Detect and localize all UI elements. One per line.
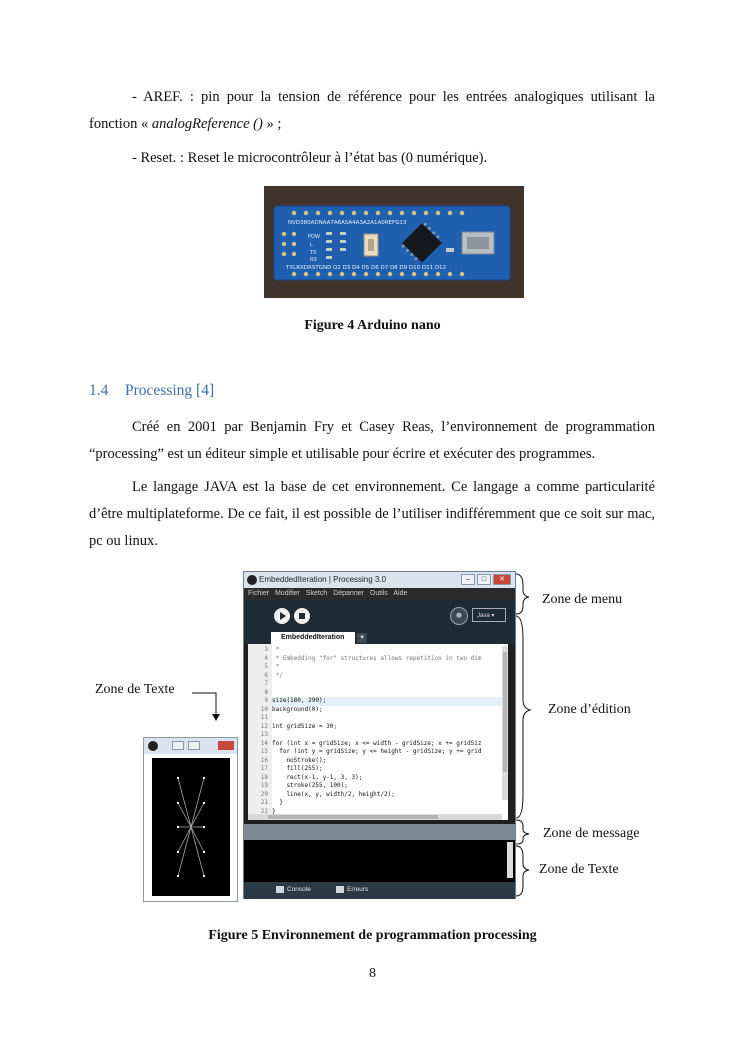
message-zone-brace	[516, 820, 529, 844]
maximize-icon[interactable]	[188, 741, 200, 750]
label-message-zone: Zone de message	[543, 826, 640, 841]
code-line[interactable]	[248, 791, 504, 800]
code-text: *	[272, 646, 280, 653]
code-text: }	[272, 807, 276, 815]
section-title: Processing [4]	[125, 382, 215, 399]
label-text-zone-right: Zone de Texte	[539, 862, 619, 877]
ide-footer	[244, 882, 515, 899]
text-zone-brace	[516, 846, 529, 896]
led-label-tx: TX	[310, 250, 317, 256]
menu-modifier[interactable]: Modifier	[274, 590, 300, 597]
menu-depanner[interactable]: Dépanner	[333, 590, 364, 597]
code-line[interactable]	[248, 723, 504, 732]
aref-function-name: analogReference ()	[151, 116, 263, 132]
paragraph-reset: - Reset. : Reset le microcontrôleur à l’état bas (0 numérique).	[132, 150, 488, 166]
line-number: 20	[248, 791, 272, 800]
edit-zone-brace	[516, 616, 530, 818]
line-number: 8	[248, 689, 272, 698]
arduino-nano-photo	[264, 186, 524, 298]
arduino-board-illustration	[264, 186, 524, 298]
code-line[interactable]	[248, 748, 504, 757]
sketch-output-window	[143, 737, 238, 902]
label-text-zone-left: Zone de Texte	[95, 682, 175, 697]
figure5-caption: Figure 5 Environnement de programmation processing	[208, 928, 537, 943]
code-text: rect(x-1, y-1, 3, 3);	[272, 773, 363, 781]
code-text: size(180, 290);	[272, 697, 327, 704]
pin-labels-bottom: TXLRXDRSTGND D2 D3 D4 D5 D6 D7 D8 D9 D10 D11 D12	[286, 265, 447, 271]
code-line[interactable]	[248, 782, 504, 791]
label-menu-zone: Zone de menu	[542, 592, 623, 607]
line-number: 21	[248, 799, 272, 808]
led-label-pow: POW	[308, 234, 320, 240]
figure4-caption: Figure 4 Arduino nano	[304, 318, 441, 333]
code-line[interactable]	[248, 731, 504, 740]
line-number: 19	[248, 782, 272, 791]
line-number: 22	[248, 808, 272, 817]
line-number: 5	[248, 663, 272, 672]
window-controls	[461, 574, 511, 585]
minimize-icon[interactable]: –	[461, 574, 475, 585]
menu-zone-brace	[516, 574, 529, 614]
ide-tab-bar	[244, 632, 515, 644]
code-text: for (int y = gridSize; y <= height - gridSize; y += grid	[272, 748, 482, 755]
text-zone-pointer-line	[192, 693, 216, 716]
console-area	[244, 840, 515, 882]
code-line[interactable]	[248, 765, 504, 774]
code-editor[interactable]	[248, 644, 508, 820]
menu-sketch[interactable]: Sketch	[305, 590, 328, 597]
close-icon[interactable]: ✕	[493, 574, 511, 585]
menu-aide[interactable]: Aide	[393, 590, 408, 597]
led-label-l: L	[310, 242, 313, 248]
code-line[interactable]	[248, 706, 504, 715]
code-line[interactable]	[248, 757, 504, 766]
paragraph-aref: - AREF. : pin pour la tension de référence pour les entrées analogiques utilisant la fonction « analogReference () » ;	[89, 89, 655, 132]
warning-icon	[336, 886, 344, 893]
tab-menu-arrow-icon[interactable]: ▼	[357, 633, 367, 643]
led-label-rx: RX	[310, 257, 317, 263]
code-text: }	[272, 799, 283, 806]
label-edit-zone: Zone d’édition	[548, 702, 631, 717]
code-line[interactable]	[248, 740, 504, 749]
pin-labels-top: NVD380ADNAA7A6A5A4A3A2A1A0REFG13	[288, 220, 407, 226]
section-heading	[89, 382, 214, 400]
run-button[interactable]	[274, 608, 290, 624]
menu-outils[interactable]: Outils	[369, 590, 388, 597]
line-number: 14	[248, 740, 272, 749]
ide-title-bar	[244, 572, 515, 588]
code-line[interactable]	[248, 680, 504, 689]
console-tab-button[interactable]: Console	[276, 886, 311, 893]
code-text: line(x, y, width/2, height/2);	[272, 790, 395, 798]
line-number: 12	[248, 723, 272, 732]
line-number: 13	[248, 731, 272, 740]
tab-embedded-iteration[interactable]: EmbeddedIteration	[271, 632, 355, 644]
console-scrollbar[interactable]	[507, 842, 513, 878]
page-number: 8	[369, 966, 376, 981]
code-text: */	[272, 671, 283, 679]
text-zone-arrow-head	[212, 714, 220, 721]
minimize-icon[interactable]	[172, 741, 184, 750]
paragraph-java: Le langage JAVA est la base de cet environnement. Ce langage a comme particularité d’être multiplateforme. De ce fait, il est possible de l’utiliser indifféremment que ce soit sur mac, pc ou linux.	[89, 479, 655, 549]
debug-icon[interactable]: ⊕	[450, 607, 468, 625]
paragraph-processing-intro: Créé en 2001 par Benjamin Fry et Casey Reas, l’environnement de programmation “processing” est un éditeur simple et utilisable pour écrire et exécuter des programmes.	[89, 419, 655, 462]
code-line[interactable]	[248, 646, 504, 655]
sketch-canvas	[152, 758, 230, 896]
line-number: 16	[248, 757, 272, 766]
message-area	[244, 824, 515, 840]
menu-fichier[interactable]: Fichier	[248, 590, 270, 597]
sketch-lines-drawing	[152, 758, 230, 896]
stop-button[interactable]	[294, 608, 310, 624]
code-text: background(0);	[272, 705, 323, 713]
line-number: 10	[248, 706, 272, 715]
ide-window-title: EmbeddedIteration | Processing 3.0	[259, 575, 387, 584]
code-text: * Embedding "for" structures allows repetition in two dim	[272, 654, 482, 662]
line-number: 17	[248, 765, 272, 774]
code-text: fill(255);	[272, 765, 323, 772]
line-number: 7	[248, 680, 272, 689]
line-number: 11	[248, 714, 272, 723]
code-text: noStroke();	[272, 756, 327, 764]
code-line[interactable]	[248, 672, 504, 681]
processing-logo-icon	[247, 575, 257, 585]
editor-horizontal-scrollbar[interactable]	[248, 814, 502, 820]
line-number: 4	[248, 655, 272, 664]
ide-menu-bar	[244, 588, 515, 600]
code-line[interactable]	[248, 697, 504, 706]
code-line[interactable]	[248, 655, 504, 664]
code-text: *	[272, 663, 280, 670]
line-number: 3	[248, 646, 272, 655]
processing-ide-screenshot	[243, 571, 516, 899]
code-text: stroke(255, 100);	[272, 782, 348, 789]
sketch-title-bar	[144, 738, 237, 754]
code-line[interactable]	[248, 663, 504, 672]
processing-logo-icon	[148, 741, 158, 751]
errors-tab-button[interactable]: Erreurs	[336, 886, 368, 893]
code-line[interactable]	[248, 799, 504, 808]
code-line[interactable]	[248, 689, 504, 698]
code-line[interactable]	[248, 774, 504, 783]
maximize-icon[interactable]: □	[477, 574, 491, 585]
line-number: 9	[248, 697, 272, 706]
line-number: 18	[248, 774, 272, 783]
section-number: 1.4	[89, 382, 109, 399]
editor-vertical-scrollbar[interactable]	[502, 646, 508, 800]
mode-selector[interactable]: Java ▾	[472, 608, 506, 622]
close-icon[interactable]	[218, 741, 234, 750]
line-number: 6	[248, 672, 272, 681]
code-line[interactable]	[248, 714, 504, 723]
code-text: int gridSize = 30;	[272, 722, 338, 730]
ide-toolbar	[244, 600, 515, 632]
code-text: for (int x = gridSize; x <= width - gridSize; x += gridSiz	[272, 739, 482, 747]
console-icon	[276, 886, 284, 893]
line-number: 15	[248, 748, 272, 757]
